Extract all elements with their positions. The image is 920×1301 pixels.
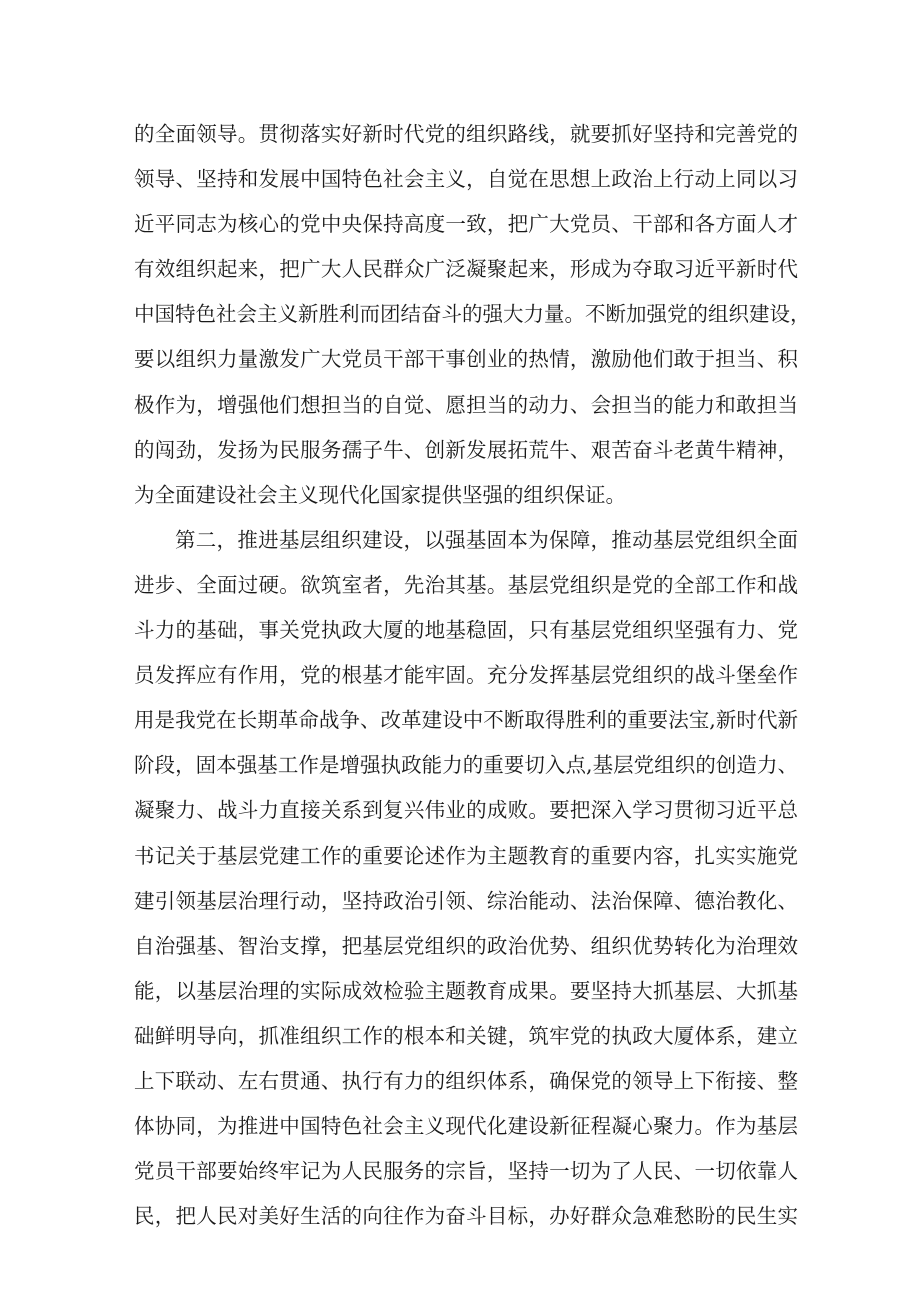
paragraph-start-line: 第二，推进基层组织建设，以强基固本为保障，推动基层党组织全面 — [175, 527, 798, 552]
text-line: 础鲜明导向，抓准组织工作的根本和关键，筑牢党的执政大厦体系，建立 — [134, 1023, 798, 1048]
text-line: 近平同志为核心的党中央保持高度一致，把广大党员、干部和各方面人才 — [134, 212, 798, 237]
text-line: 体协同，为推进中国特色社会主义现代化建设新征程凝心聚力。作为基层 — [134, 1114, 798, 1139]
text-line: 用是我党在长期革命战争、改革建设中不断取得胜利的重要法宝,新时代新 — [134, 708, 798, 733]
text-line: 极作为，增强他们想担当的自觉、愿担当的动力、会担当的能力和敢担当 — [134, 392, 798, 417]
text-line: 中国特色社会主义新胜利而团结奋斗的强大力量。不断加强党的组织建设， — [134, 302, 811, 327]
text-line: 上下联动、左右贯通、执行有力的组织体系，确保党的领导上下衔接、整 — [134, 1068, 798, 1093]
text-line: 自治强基、智治支撑，把基层党组织的政治优势、组织优势转化为治理效 — [134, 933, 798, 958]
body-text — [134, 112, 811, 1239]
text-line: 凝聚力、战斗力直接关系到复兴伟业的成败。要把深入学习贯彻习近平总 — [134, 798, 798, 823]
text-line: 能，以基层治理的实际成效检验主题教育成果。要坚持大抓基层、大抓基 — [134, 978, 798, 1003]
text-line: 的全面领导。贯彻落实好新时代党的组织路线，就要抓好坚持和完善党的 — [134, 122, 798, 146]
text-line: 领导、坚持和发展中国特色社会主义，自觉在思想上政治上行动上同以习 — [134, 167, 798, 192]
text-line: 员发挥应有作用，党的根基才能牢固。充分发挥基层党组织的战斗堡垒作 — [134, 663, 798, 688]
text-line: 建引领基层治理行动，坚持政治引领、综治能动、法治保障、德治教化、 — [134, 888, 798, 913]
text-line: 党员干部要始终牢记为人民服务的宗旨，坚持一切为了人民、一切依靠人 — [134, 1159, 798, 1184]
text-line: 进步、全面过硬。欲筑室者，先治其基。基层党组织是党的全部工作和战 — [134, 572, 798, 597]
text-line: 书记关于基层党建工作的重要论述作为主题教育的重要内容，扎实实施党 — [134, 843, 798, 868]
text-line: 的闯劲，发扬为民服务孺子牛、创新发展拓荒牛、艰苦奋斗老黄牛精神， — [134, 437, 798, 462]
text-line: 阶段，固本强基工作是增强执政能力的重要切入点,基层党组织的创造力、 — [134, 753, 798, 778]
paragraph-end-line: 为全面建设社会主义现代化国家提供坚强的组织保证。 — [134, 482, 626, 507]
text-line: 斗力的基础，事关党执政大厦的地基稳固，只有基层党组织坚强有力、党 — [134, 618, 798, 643]
text-line: 民，把人民对美好生活的向往作为奋斗目标，办好群众急难愁盼的民生实 — [134, 1204, 798, 1229]
text-line: 有效组织起来，把广大人民群众广泛凝聚起来，形成为夺取习近平新时代 — [134, 257, 798, 282]
text-line: 要以组织力量激发广大党员干部干事创业的热情，激励他们敢于担当、积 — [134, 347, 798, 372]
